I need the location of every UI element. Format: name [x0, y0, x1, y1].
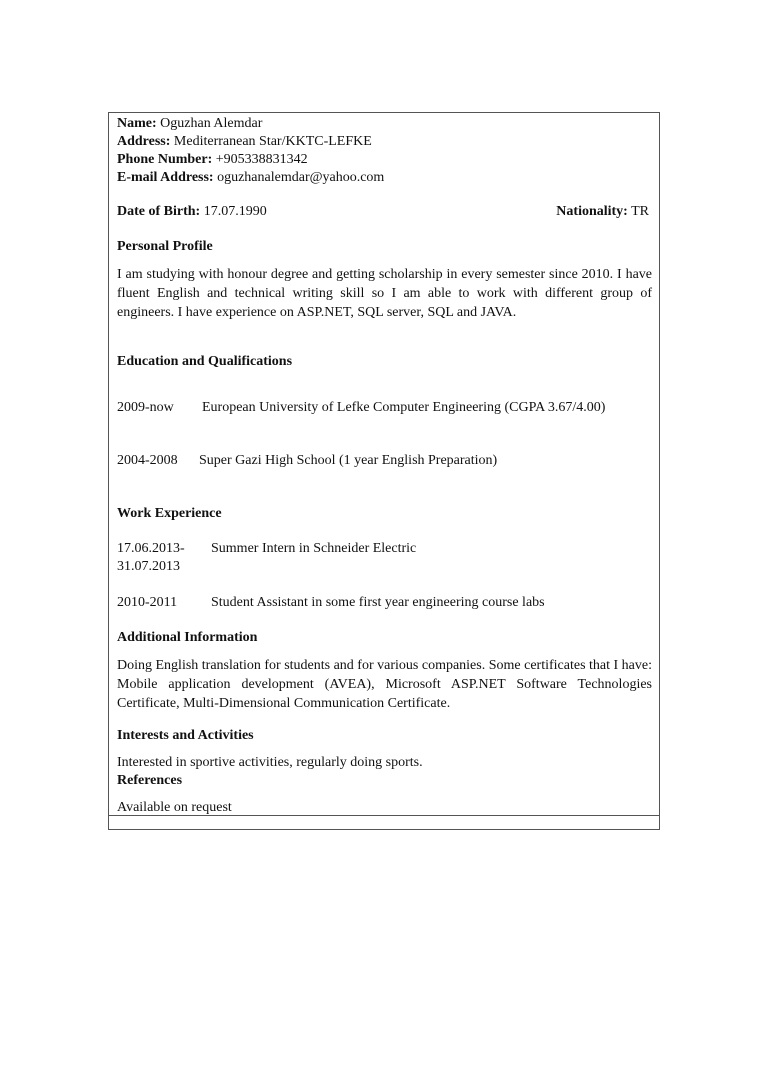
education-date: 2004-2008	[117, 453, 178, 468]
nationality-label: Nationality:	[556, 204, 628, 219]
name-label: Name:	[117, 116, 157, 131]
work-entry	[117, 540, 652, 576]
phone-label: Phone Number:	[117, 152, 213, 167]
phone-row	[117, 151, 384, 169]
work-heading: Work Experience	[117, 506, 222, 521]
references-text: Available on request	[117, 800, 232, 815]
education-date: 2009-now	[117, 400, 174, 415]
nationality-value: TR	[631, 204, 649, 219]
work-text: Summer Intern in Schneider Electric	[211, 541, 417, 556]
interests-heading: Interests and Activities	[117, 728, 254, 743]
contact-block	[117, 115, 384, 187]
work-date: 2010-2011	[117, 595, 178, 610]
nationality-field	[556, 203, 649, 221]
name-row	[117, 115, 384, 133]
address-label: Address:	[117, 134, 171, 149]
name-value: Oguzhan Alemdar	[160, 116, 263, 131]
education-entry	[117, 452, 497, 470]
phone-value: +905338831342	[215, 152, 308, 167]
references-heading: References	[117, 773, 183, 788]
profile-text: I am studying with honour degree and getting scholarship in every semester since 2010. I have fluent English and technical writing skill so I am able to work with different group of engineers. I have experience on ASP.NET, SQL server, SQL and JAVA.	[117, 267, 652, 320]
additional-heading: Additional Information	[117, 630, 258, 645]
work-date-end: 31.07.2013	[117, 559, 180, 574]
birth-row	[117, 203, 649, 221]
profile-heading: Personal Profile	[117, 239, 213, 254]
table-bottom-divider	[109, 815, 659, 816]
cv-frame	[108, 112, 660, 830]
email-label: E-mail Address:	[117, 170, 214, 185]
email-row	[117, 169, 384, 187]
interests-text: Interested in sportive activities, regularly doing sports.	[117, 755, 423, 770]
email-value: oguzhanalemdar@yahoo.com	[217, 170, 385, 185]
address-value: Mediterranean Star/KKTC-LEFKE	[173, 134, 372, 149]
dob-label: Date of Birth:	[117, 204, 201, 219]
education-text: European University of Lefke Computer Engineering (CGPA 3.67/4.00)	[202, 400, 606, 415]
dob-field	[117, 203, 267, 221]
work-entry	[117, 594, 545, 612]
education-heading: Education and Qualifications	[117, 354, 293, 369]
dob-value: 17.07.1990	[203, 204, 267, 219]
education-text: Super Gazi High School (1 year English Preparation)	[199, 453, 498, 468]
additional-text: Doing English translation for students and for various companies. Some certificates that I have: Mobile application development (AVEA), Microsoft ASP.NET Software Technologies Certificate, Multi-Dimensional Communication Certificate.	[117, 658, 652, 711]
work-text: Student Assistant in some first year engineering course labs	[211, 595, 545, 610]
work-date-start: 17.06.2013-	[117, 541, 185, 556]
address-row	[117, 133, 384, 151]
work-entry-first-line	[117, 540, 652, 558]
education-entry	[117, 399, 605, 417]
